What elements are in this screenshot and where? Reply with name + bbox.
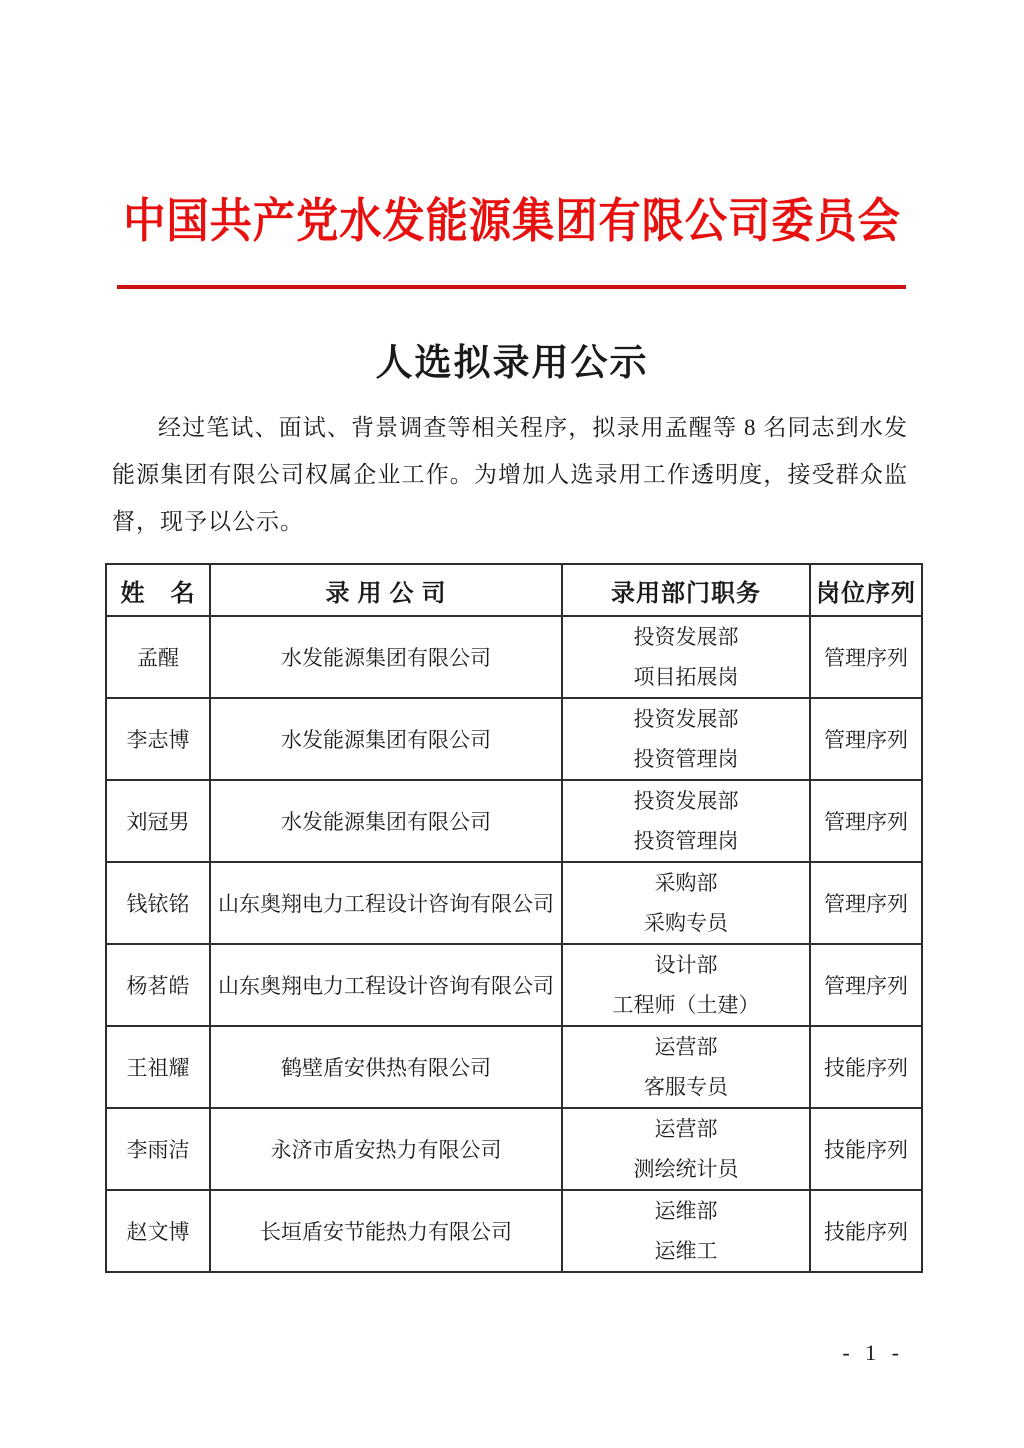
table-row: [106, 698, 922, 780]
page-title: 人选拟录用公示: [375, 343, 649, 384]
cell-name: 李雨洁: [106, 1108, 210, 1190]
department-text: 投资发展部: [633, 707, 739, 731]
cell-company: 山东奥翔电力工程设计咨询有限公司: [210, 862, 562, 944]
department-text: 采购部: [654, 871, 718, 895]
header-company: 录 用 公 司: [210, 564, 562, 616]
cell-department: [562, 1026, 810, 1108]
cell-company: 水发能源集团有限公司: [210, 780, 562, 862]
position-text: 投资管理岗: [633, 829, 739, 853]
cell-company: 水发能源集团有限公司: [210, 616, 562, 698]
table-header-row: [106, 564, 922, 616]
cell-company: 水发能源集团有限公司: [210, 698, 562, 780]
position-text: 投资管理岗: [633, 747, 739, 771]
table-row: [106, 616, 922, 698]
cell-department: [562, 944, 810, 1026]
position-text: 运维工: [654, 1239, 718, 1263]
cell-company: 山东奥翔电力工程设计咨询有限公司: [210, 944, 562, 1026]
header-department: 录用部门职务: [562, 564, 810, 616]
position-text: 项目拓展岗: [633, 665, 739, 689]
cell-name: 孟醒: [106, 616, 210, 698]
letterhead-divider: [117, 285, 906, 289]
department-text: 投资发展部: [633, 625, 739, 649]
department-text: 运营部: [654, 1117, 718, 1141]
table-row: [106, 1026, 922, 1108]
cell-company: 鹤壁盾安供热有限公司: [210, 1026, 562, 1108]
cell-department: [562, 862, 810, 944]
position-text: 采购专员: [644, 911, 728, 935]
cell-department: [562, 616, 810, 698]
cell-sequence: 技能序列: [810, 1190, 922, 1272]
cell-name: 钱铱铭: [106, 862, 210, 944]
cell-company: 长垣盾安节能热力有限公司: [210, 1190, 562, 1272]
header-name: 姓 名: [106, 564, 210, 616]
cell-sequence: 技能序列: [810, 1026, 922, 1108]
page-number: - 1 -: [842, 1340, 904, 1365]
cell-name: 杨茗皓: [106, 944, 210, 1026]
table-row: [106, 862, 922, 944]
cell-name: 赵文博: [106, 1190, 210, 1272]
cell-sequence: 管理序列: [810, 616, 922, 698]
table-row: [106, 1108, 922, 1190]
cell-name: 刘冠男: [106, 780, 210, 862]
cell-sequence: 管理序列: [810, 862, 922, 944]
letterhead-title: 中国共产党水发能源集团有限公司委员会: [123, 196, 901, 248]
cell-department: [562, 1190, 810, 1272]
position-text: 客服专员: [644, 1075, 728, 1099]
announcement-paragraph: 经过笔试、面试、背景调查等相关程序，拟录用孟醒等 8 名同志到水发能源集团有限公司权属企业工作。为增加人选录用工作透明度，接受群众监督，现予以公示。: [112, 415, 908, 534]
table-row: [106, 1190, 922, 1272]
cell-sequence: 管理序列: [810, 698, 922, 780]
cell-sequence: 管理序列: [810, 780, 922, 862]
cell-department: [562, 1108, 810, 1190]
cell-department: [562, 780, 810, 862]
cell-name: 王祖耀: [106, 1026, 210, 1108]
department-text: 运维部: [654, 1199, 718, 1223]
cell-sequence: 管理序列: [810, 944, 922, 1026]
cell-department: [562, 698, 810, 780]
table-row: [106, 780, 922, 862]
department-text: 投资发展部: [633, 789, 739, 813]
header-sequence: 岗位序列: [810, 564, 922, 616]
table-row: [106, 944, 922, 1026]
hiring-table: [105, 563, 923, 1273]
position-text: 工程师（土建）: [612, 993, 760, 1017]
department-text: 运营部: [654, 1035, 718, 1059]
cell-company: 永济市盾安热力有限公司: [210, 1108, 562, 1190]
position-text: 测绘统计员: [633, 1157, 739, 1181]
cell-name: 李志博: [106, 698, 210, 780]
cell-sequence: 技能序列: [810, 1108, 922, 1190]
department-text: 设计部: [654, 953, 718, 977]
